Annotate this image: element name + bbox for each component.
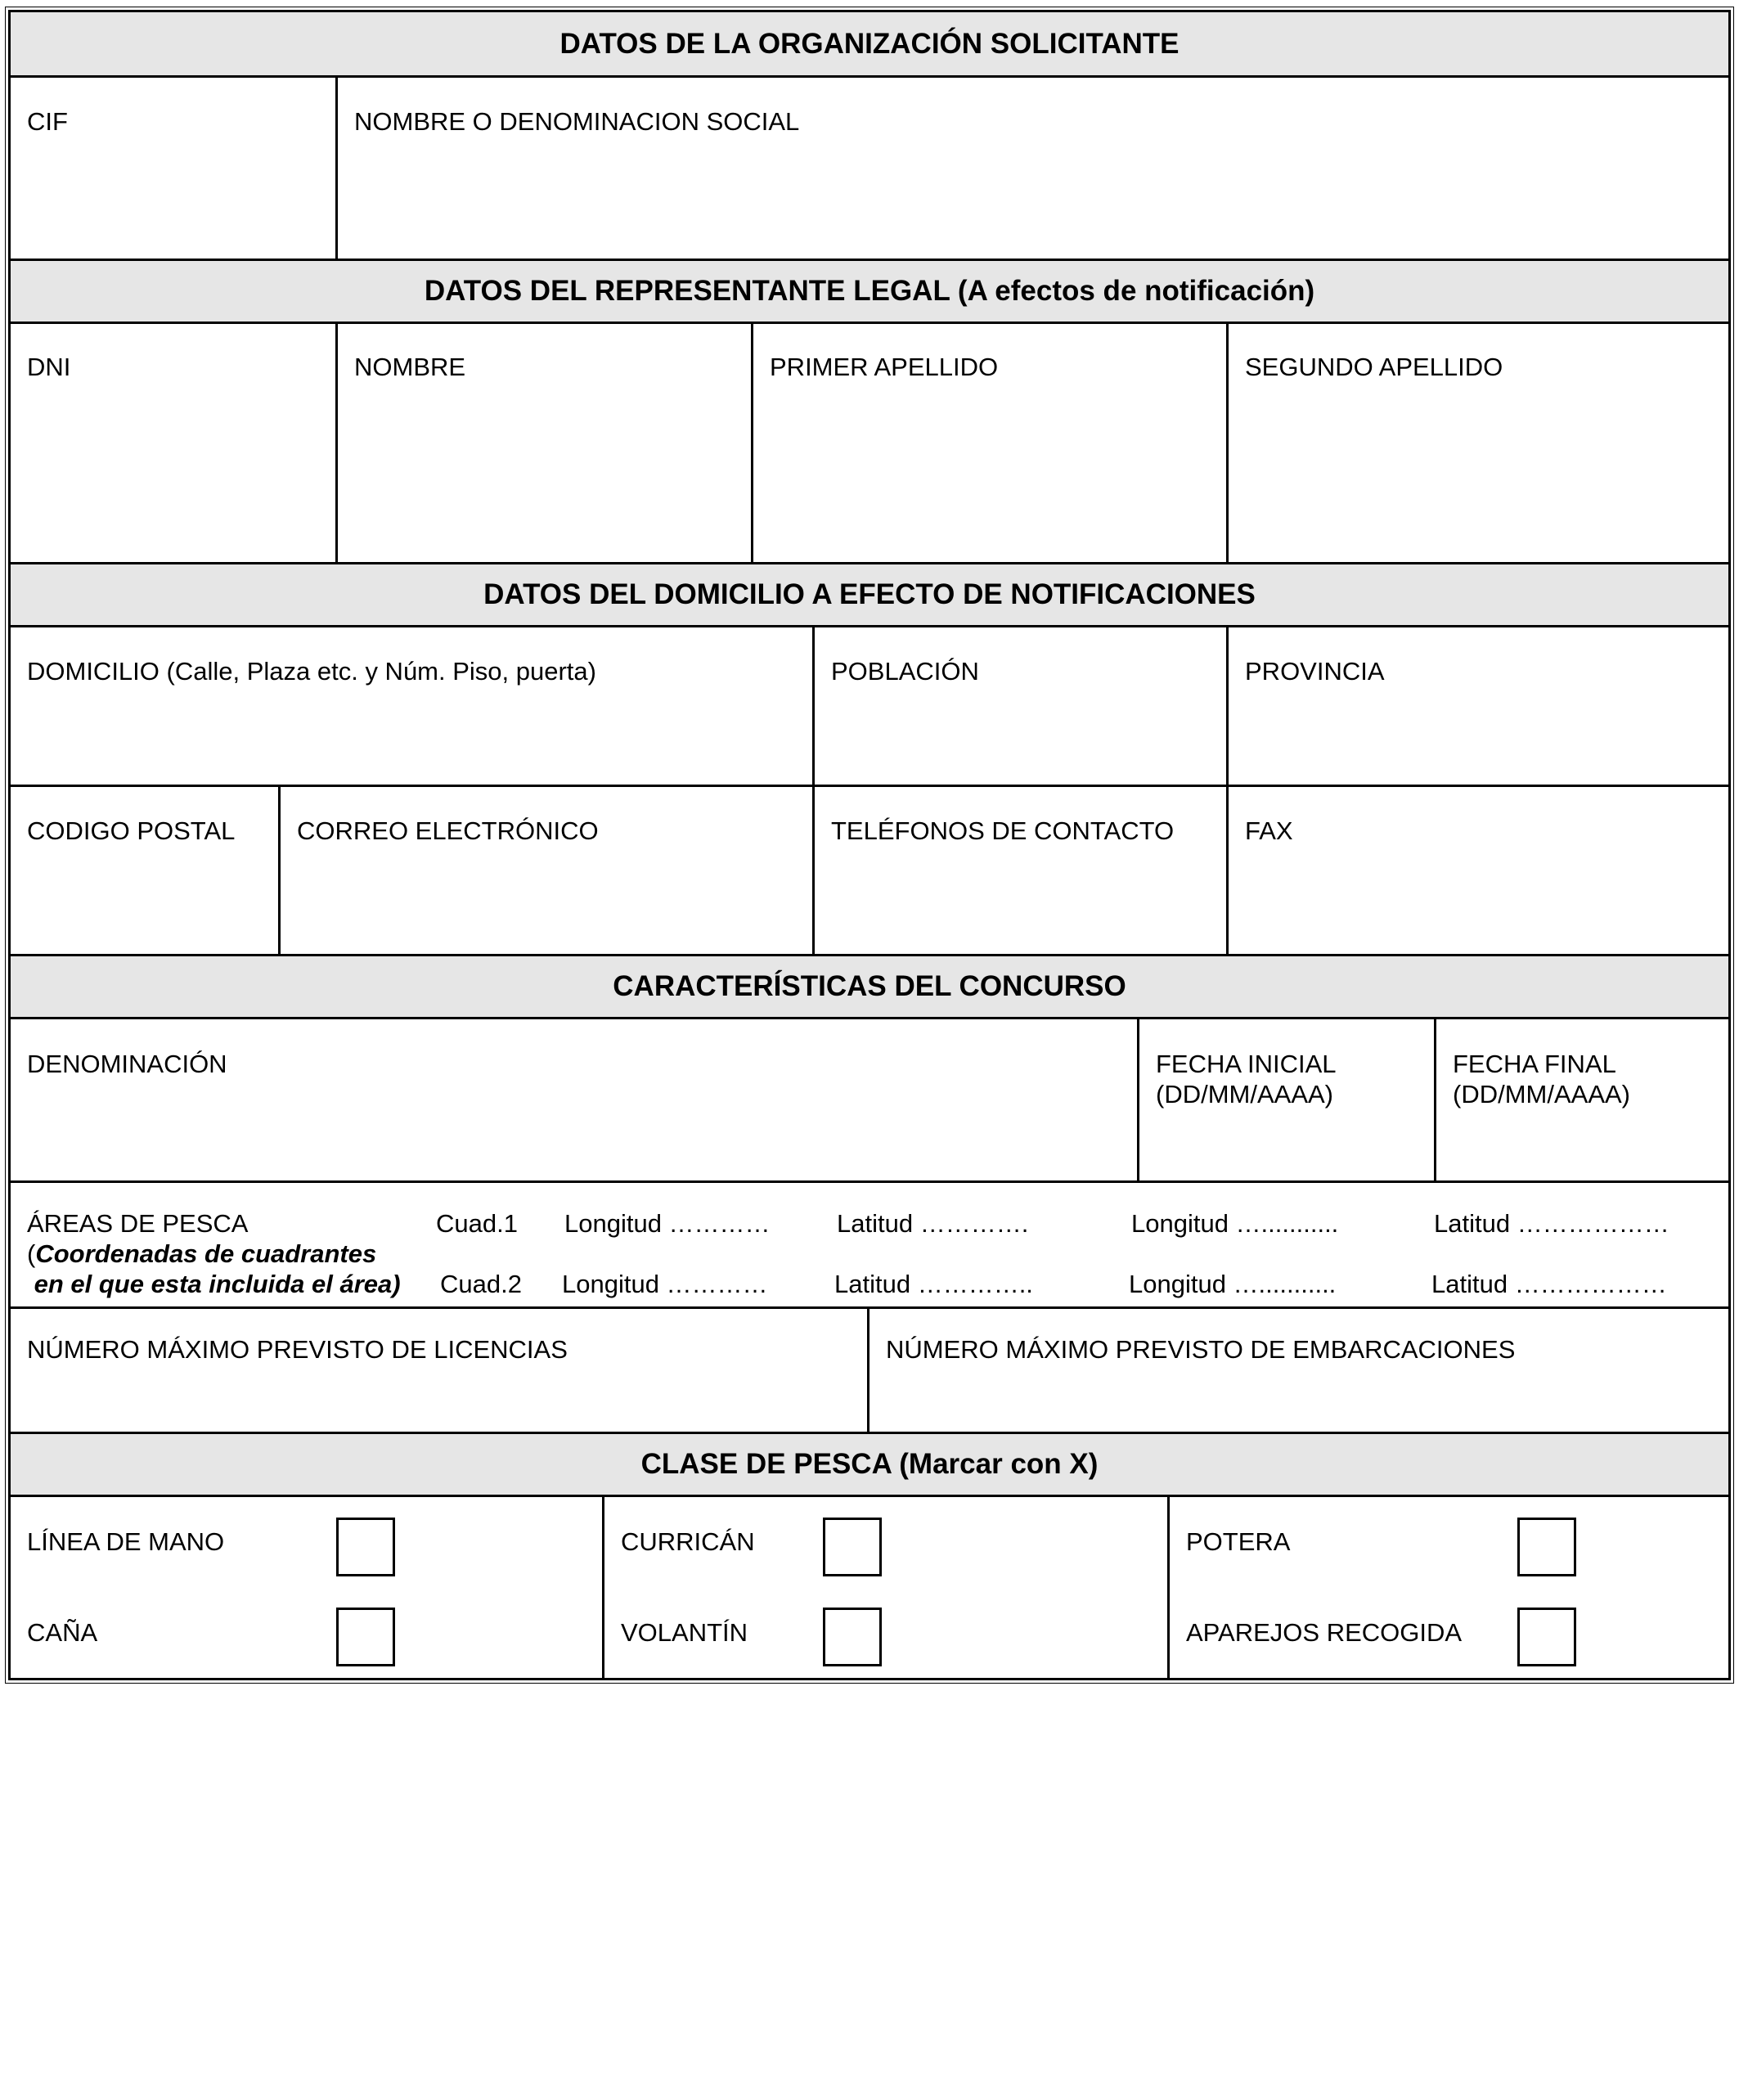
codigo-postal-field[interactable]: CODIGO POSTAL — [27, 816, 236, 845]
divider — [335, 324, 338, 564]
currican-checkbox[interactable] — [823, 1518, 882, 1576]
divider — [11, 1180, 1728, 1183]
section-header-concurso — [11, 954, 1728, 1019]
section-header-organizacion — [11, 12, 1728, 78]
nombre-social-field[interactable]: NOMBRE O DENOMINACION SOCIAL — [354, 107, 800, 136]
poblacion-field[interactable]: POBLACIÓN — [831, 657, 979, 686]
section-title: CARACTERÍSTICAS DEL CONCURSO — [613, 970, 1126, 1002]
fax-field[interactable]: FAX — [1245, 816, 1293, 845]
cana-label: CAÑA — [27, 1618, 98, 1647]
divider — [1434, 1019, 1436, 1183]
application-form — [8, 10, 1731, 1680]
aparejos-recogida-checkbox[interactable] — [1517, 1608, 1576, 1666]
divider — [335, 78, 338, 261]
denominacion-field[interactable]: DENOMINACIÓN — [27, 1050, 227, 1078]
primer-apellido-field[interactable]: PRIMER APELLIDO — [770, 353, 999, 381]
cuad2-longitud-2[interactable]: Longitud …........... — [1129, 1270, 1337, 1298]
fecha-inicial-format: (DD/MM/AAAA) — [1156, 1080, 1333, 1108]
embarcaciones-field[interactable]: NÚMERO MÁXIMO PREVISTO DE EMBARCACIONES — [886, 1335, 1516, 1364]
provincia-field[interactable]: PROVINCIA — [1245, 657, 1385, 686]
areas-pesca-label: ÁREAS DE PESCA — [27, 1209, 249, 1238]
coordenadas-note — [27, 1239, 376, 1269]
divider — [812, 627, 815, 956]
cuad2-latitud-2[interactable]: Latitud ……………… — [1431, 1270, 1667, 1298]
cuad1-label: Cuad.1 — [436, 1209, 518, 1238]
section-header-representante — [11, 259, 1728, 324]
divider — [1226, 627, 1229, 956]
coordenadas-line2: en el que esta incluida el área) — [27, 1270, 401, 1298]
cuad2-latitud-1[interactable]: Latitud ………….. — [834, 1270, 1033, 1298]
divider — [278, 785, 281, 956]
cuad2-longitud-1[interactable]: Longitud ………… — [562, 1270, 768, 1298]
fecha-final-format: (DD/MM/AAAA) — [1453, 1080, 1630, 1108]
linea-mano-checkbox[interactable] — [336, 1518, 395, 1576]
cuad2-label: Cuad.2 — [440, 1270, 522, 1298]
volantin-checkbox[interactable] — [823, 1608, 882, 1666]
fecha-inicial-label: FECHA INICIAL — [1156, 1050, 1337, 1078]
currican-text: CURRICÁN — [621, 1527, 755, 1556]
nombre-field[interactable]: NOMBRE — [354, 353, 466, 381]
divider — [1226, 324, 1229, 564]
divider — [602, 1497, 604, 1680]
section-header-clase-pesca — [11, 1432, 1728, 1497]
divider — [751, 324, 753, 564]
cana-checkbox[interactable] — [336, 1608, 395, 1666]
potera-label: POTERA — [1186, 1527, 1291, 1556]
potera-checkbox[interactable] — [1517, 1518, 1576, 1576]
licencias-field[interactable]: NÚMERO MÁXIMO PREVISTO DE LICENCIAS — [27, 1335, 568, 1364]
fecha-inicial-field[interactable] — [1156, 1049, 1337, 1109]
domicilio-field[interactable]: DOMICILIO (Calle, Plaza etc. y Núm. Piso, puerta) — [27, 657, 596, 686]
divider — [1137, 1019, 1139, 1183]
section-title: DATOS DE LA ORGANIZACIÓN SOLICITANTE — [559, 27, 1180, 60]
section-header-domicilio — [11, 562, 1728, 627]
section-title: DATOS DEL REPRESENTANTE LEGAL (A efectos de notificación) — [424, 275, 1315, 307]
divider — [867, 1306, 870, 1434]
paren: ( — [27, 1239, 36, 1268]
linea-mano-label: LÍNEA DE MANO — [27, 1527, 225, 1556]
aparejos-recogida-label: APAREJOS RECOGIDA — [1186, 1618, 1463, 1647]
telefonos-field[interactable]: TELÉFONOS DE CONTACTO — [831, 816, 1175, 845]
fecha-final-label: FECHA FINAL — [1453, 1050, 1616, 1078]
divider — [1167, 1497, 1170, 1680]
divider — [11, 785, 1728, 787]
cuad1-latitud-2[interactable]: Latitud ……………… — [1434, 1209, 1669, 1238]
coordenadas-line1: Coordenadas de cuadrantes — [35, 1239, 377, 1268]
cuad1-longitud-2[interactable]: Longitud …........... — [1131, 1209, 1339, 1238]
correo-electronico-field[interactable]: CORREO ELECTRÓNICO — [297, 816, 599, 845]
volantin-label: VOLANTÍN — [621, 1618, 748, 1647]
cuad1-latitud-1[interactable]: Latitud …………. — [837, 1209, 1029, 1238]
section-title: DATOS DEL DOMICILIO A EFECTO DE NOTIFICACIONES — [483, 578, 1256, 610]
dni-field[interactable]: DNI — [27, 353, 71, 381]
segundo-apellido-field[interactable]: SEGUNDO APELLIDO — [1245, 353, 1503, 381]
cif-field[interactable]: CIF — [27, 107, 68, 136]
cuad1-longitud-1[interactable]: Longitud ………… — [564, 1209, 771, 1238]
fecha-final-field[interactable] — [1453, 1049, 1630, 1109]
divider — [11, 1306, 1728, 1309]
section-title: CLASE DE PESCA (Marcar con X) — [640, 1448, 1099, 1480]
